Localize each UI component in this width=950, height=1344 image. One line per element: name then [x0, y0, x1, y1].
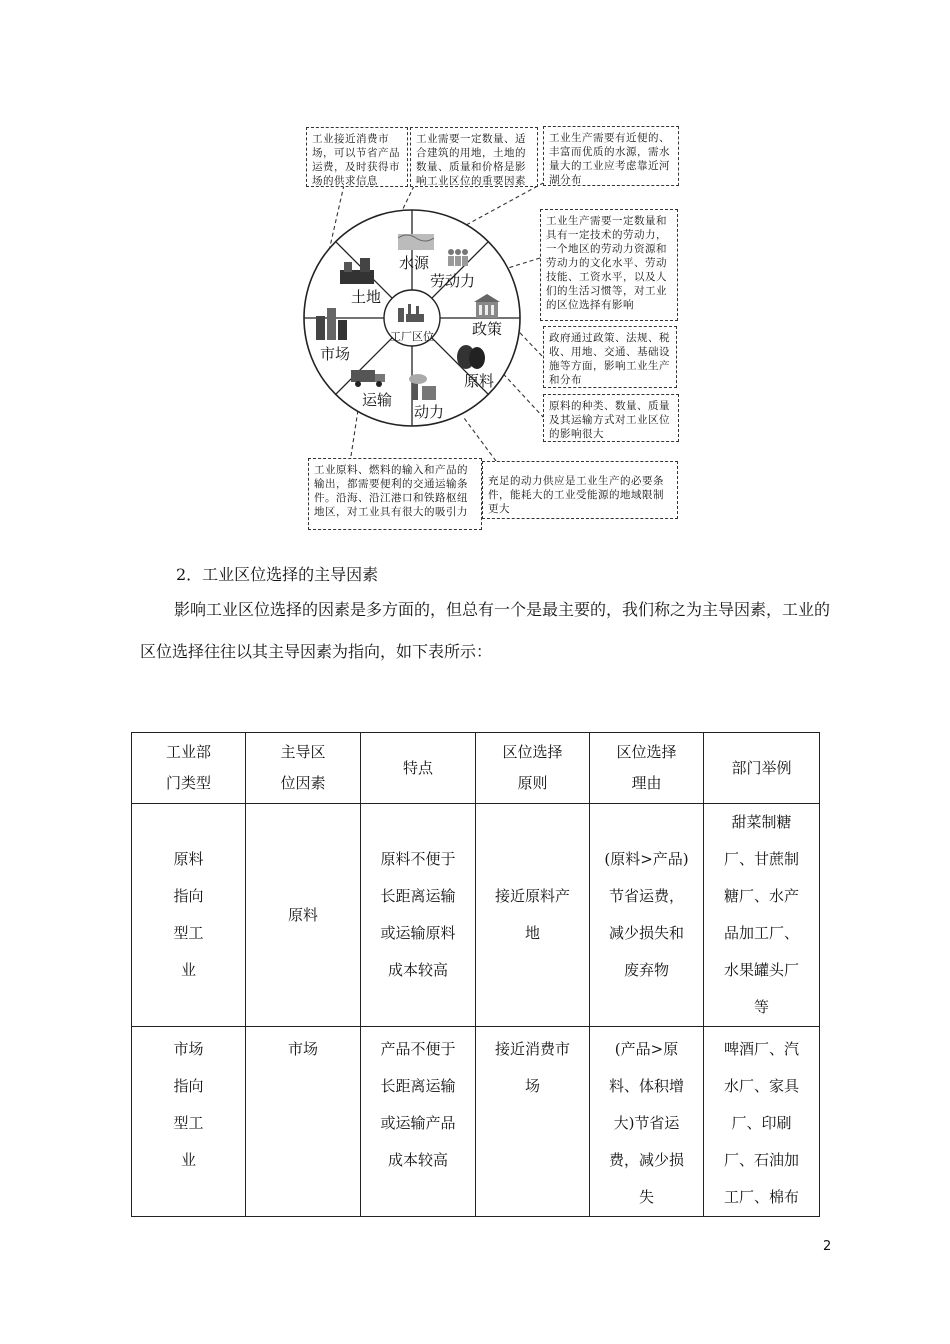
workers-icon	[446, 248, 470, 266]
table-cell: (原料>产品) 节省运费， 减少损失和 废弃物	[590, 804, 704, 1027]
segment-label-land: 土地	[351, 288, 382, 306]
segment-label-power: 动力	[414, 403, 445, 421]
section-heading: 2．工业区位选择的主导因素	[176, 565, 379, 584]
power-callout: 充足的动力供应是工业生产的必要条件，能耗大的工业受能源的地域限制更大	[482, 461, 678, 519]
land-callout: 工业需要一定数量、适合建筑的用地，土地的数量、质量和价格是影响工业区位的重要因素	[410, 127, 538, 187]
header-cell: 特点	[361, 733, 476, 804]
industrial-location-diagram	[296, 118, 688, 536]
page-number: 2	[823, 1239, 832, 1254]
raw-material-callout: 原料的种类、数量、质量及其运输方式对工业区位的影响很大	[543, 394, 679, 442]
header-cell: 区位选择 理由	[590, 733, 704, 804]
water-callout: 工业生产需要有近便的、丰富而优质的水源，需水量大的工业应考虑靠近河湖分布	[543, 126, 679, 186]
city-market-icon	[316, 308, 348, 340]
leading-factor-table	[131, 732, 820, 1217]
segment-label-raw: 原料	[464, 372, 495, 390]
header-cell: 主导区 位因素	[246, 733, 361, 804]
table-cell: 甜菜制糖 厂、甘蔗制 糖厂、水产 品加工厂、 水果罐头厂 等	[704, 804, 820, 1027]
segment-label-water: 水源	[399, 254, 430, 272]
table-cell: 原料	[246, 804, 361, 1027]
section-paragraph: 影响工业区位选择的因素是多方面的，但总有一个是最主要的，我们称之为主导因素，工业的区位选择往往以其主导因素为指向，如下表所示：	[140, 600, 831, 661]
segment-label-market: 市场	[320, 345, 351, 363]
header-cell: 区位选择 原则	[476, 733, 590, 804]
truck-icon	[351, 368, 387, 388]
segment-label-policy: 政策	[472, 320, 503, 338]
table-cell: 原料 指向 型工 业	[132, 804, 246, 1027]
table-header-row	[132, 733, 820, 804]
table-cell: 啤酒厂、汽 水厂、家具 厂、印刷 厂、石油加 工厂、棉布	[704, 1027, 820, 1217]
land-icon	[340, 258, 374, 284]
table-cell: (产品>原 料、体积增 大)节省运 费，减少损 失	[590, 1027, 704, 1217]
government-building-icon	[474, 294, 500, 318]
segment-label-transport: 运输	[362, 391, 393, 409]
table-cell: 接近原料产 地	[476, 804, 590, 1027]
segment-label-labor: 劳动力	[430, 272, 476, 290]
policy-callout: 政府通过政策、法规、税收、用地、交通、基础设施等方面，影响工业生产和分布	[543, 326, 677, 388]
market-callout: 工业接近消费市场，可以节省产品运费，及时获得市场的供求信息	[306, 127, 408, 187]
table-cell: 原料不便于 长距离运输 或运输原料 成本较高	[361, 804, 476, 1027]
header-cell: 部门举例	[704, 733, 820, 804]
transport-callout: 工业原料、燃料的输入和产品的输出，都需要便利的交通运输条件。沿海、沿江港口和铁路枢纽地区，对工业具有很大的吸引力	[308, 458, 482, 530]
water-source-icon	[398, 228, 434, 250]
table-row	[132, 804, 820, 1027]
table-cell: 市场	[246, 1027, 361, 1217]
center-label: 工厂区位	[390, 330, 434, 343]
table-cell: 产品不便于 长距离运输 或运输产品 成本较高	[361, 1027, 476, 1217]
header-cell: 工业部 门类型	[132, 733, 246, 804]
labor-callout: 工业生产需要一定数量和具有一定技术的劳动力，一个地区的劳动力资源和劳动力的文化水平、劳动技能、工资水平，以及人们的生活习惯等，对工业的区位选择有影响	[540, 209, 678, 321]
table-row	[132, 1027, 820, 1217]
table-cell: 接近消费市 场	[476, 1027, 590, 1217]
power-plant-icon	[408, 374, 438, 400]
table-cell: 市场 指向 型工 业	[132, 1027, 246, 1217]
raw-material-icon	[456, 343, 486, 369]
